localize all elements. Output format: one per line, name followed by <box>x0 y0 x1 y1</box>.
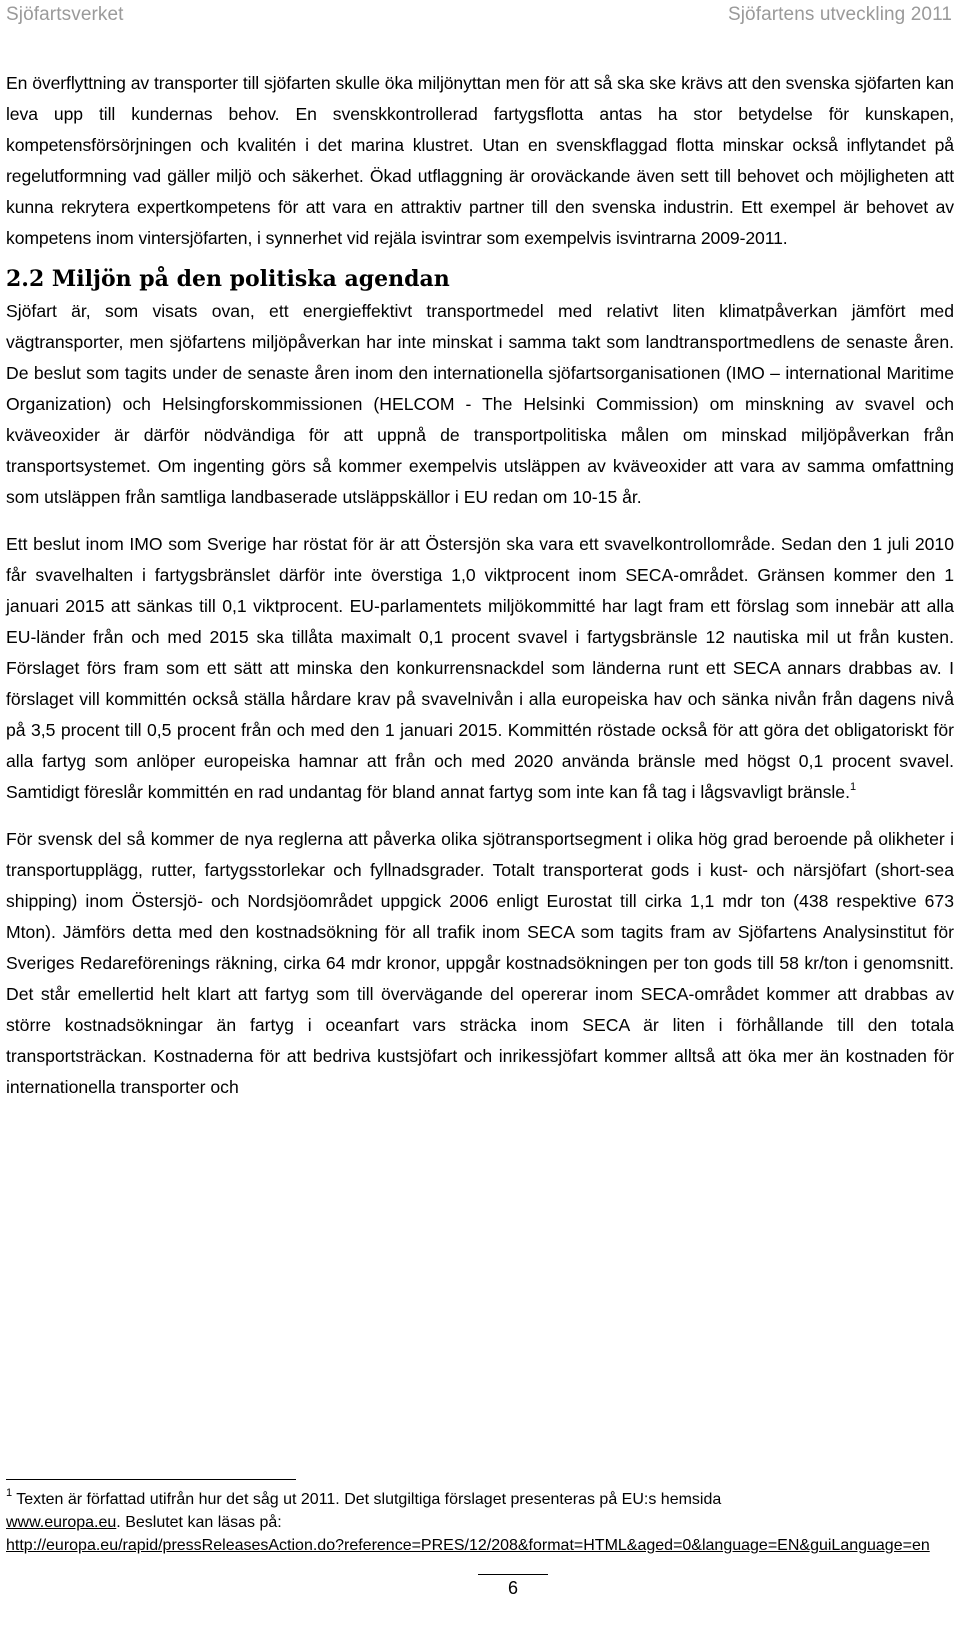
footnote <box>6 1488 954 1557</box>
footnote-link-europa[interactable]: www.europa.eu <box>6 1514 117 1531</box>
page-number-rule <box>478 1574 548 1575</box>
page-header <box>0 0 960 36</box>
footnote-number: 1 <box>6 1487 13 1499</box>
paragraph-environment: Sjöfart är, som visats ovan, ett energieffektivt transportmedel med relativt liten klimatpåverkan jämfört med vägtransporter, men sjöfartens miljöpåverkan har inte minskat i samma takt som landtransportmedlens de senaste åren. De beslut som tagits under de senaste åren inom den internationella sjöfartsorganisationen (IMO – international Maritime Organization) och Helsingforskommissionen (HELCOM - The Helsinki Commission) om minskning av svavel och kväveoxider är därför nödvändiga för att uppnå de transportpolitiska målen om minskad miljöpåverkan från transportsystemet. Om ingenting görs så kommer exempelvis utsläppen av kväveoxider att vara av samma omfattning som utsläppen från samtliga landbaserade utsläppskällor i EU redan om 10-15 år. <box>6 301 954 507</box>
header-document-title: Sjöfartens utveckling 2011 <box>727 4 952 25</box>
footnote-reference[interactable]: 1 <box>850 781 857 793</box>
paragraph-imo-text: Ett beslut inom IMO som Sverige har röstat för är att Östersjön ska vara ett svavelkontrollområde. Sedan den 1 juli 2010 får svavelhalten i fartygsbränslet därför inte överstiga 1,0 viktprocent inom SECA-området. Gränsen kommer den 1 januari 2015 att sänkas till 0,1 viktprocent. EU-parlamentets miljökommitté har lagt fram ett förslag som innebär att alla EU-länder från och med 2015 ska tillåta maximalt 0,1 procent svavel i fartygsbränsle 12 nautiska mil ut från kusten. Förslaget förs fram som ett sätt att minska den konkurrensnackdel som länderna runt ett SECA annars drabbas av. I förslaget vill kommittén också ställa hårdare krav på svavelnivån i alla europeiska hav och sänka nivån från dagens nivå på 3,5 procent till 0,5 procent från och med den 1 januari 2015. Kommittén röstade också för att göra det obligatoriskt för alla fartyg som anlöper europeiska hamnar att från och med 2020 använda bränsle med högst 0,1 procent svavel. Samtidigt föreslår kommittén en rad undantag för bland annat fartyg som inte kan få tag i lågsvavligt bränsle. <box>6 534 954 802</box>
page-number: 6 <box>507 1578 518 1598</box>
footnote-text: Texten är författad utifrån hur det såg ut 2011. Det slutgiltiga förslaget presenteras på EU:s hemsida <box>16 1491 722 1508</box>
page-body <box>6 68 954 1103</box>
paragraph-intro: En överflyttning av transporter till sjöfarten skulle öka miljönyttan men för att så ska ske krävs att den svenska sjöfarten kan leva upp till kundernas behov. En svenskkontrollerad fartygsflotta antas ha stor betydelse för kunskapen, kompetensförsörjningen och kvalitén i det marina klustret. Utan en svenskflaggad flotta minskar också inflytandet på regelutformning vad gäller miljö och säkerhet. Ökad utflaggning är oroväckande även sett till behovet och möjligheten att kunna rekrytera expertkompetens för att vara en attraktiv partner till den svenska industrin. Ett exempel är behovet av kompetens inom vintersjöfarten, i synnerhet vid rejäla isvintrar som exempelvis isvintrarna 2009-2011. <box>6 73 954 248</box>
footnote-text-2: . Beslutet kan läsas på: <box>116 1514 282 1531</box>
footnote-separator <box>6 1479 296 1480</box>
section-heading: 2.2 Miljön på den politiska agendan <box>6 266 450 292</box>
footnote-link-press-release[interactable]: http://europa.eu/rapid/pressReleasesAction.do?reference=PRES/12/208&format=HTML&aged=0&language=EN&guiLanguage=en <box>6 1537 930 1554</box>
paragraph-swedish-impact: För svensk del så kommer de nya reglerna att påverka olika sjötransportsegment i olika hög grad beroende på olikheter i transportupplägg, rutter, fartygsstorlekar och fyllnadsgrader. Totalt transporterat gods i kust- och närsjöfart (short-sea shipping) inom Östersjö- och Nordsjöområdet uppgick 2006 enligt Eurostat till cirka 1,1 mdr ton (438 respektive 673 Mton). Jämförs detta med den kostnadsökning för all trafik inom SECA som tagits fram av Sjöfartens Analysinstitut för Sveriges Redareförenings räkning, cirka 64 mdr kronor, uppgår kostnadsökningen per ton gods till 58 kr/ton i genomsnitt. Det står emellertid helt klart att fartyg som till övervägande del opererar inom SECA-området kommer att drabbas av större kostnadsökningar än fartyg i oceanfart vars sträcka inom SECA är liten i förhållande till den totala transportsträckan. Kostnaderna för att bedriva kustsjöfart och inrikessjöfart kommer alltså att öka mer än kostnaden för internationella transporter och <box>6 829 954 1097</box>
paragraph-imo-decision <box>6 529 954 808</box>
header-organization: Sjöfartsverket <box>6 4 124 25</box>
